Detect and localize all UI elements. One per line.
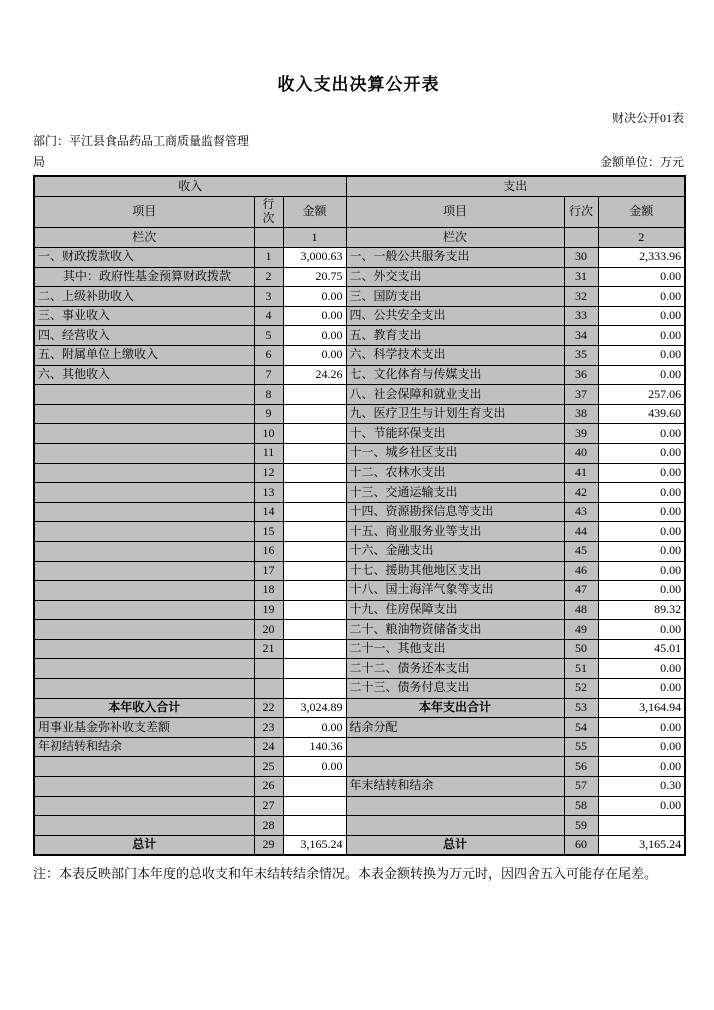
expenditure-amount-cell: 0.00	[598, 463, 685, 483]
income-item-cell	[34, 522, 254, 542]
income-item-cell	[34, 561, 254, 581]
income-amount-header: 金额	[283, 197, 346, 228]
income-amount-cell: 0.00	[283, 287, 346, 307]
income-rowno-cell: 27	[254, 796, 283, 816]
expenditure-rowno-cell: 38	[564, 404, 598, 424]
income-amount-cell	[283, 561, 346, 581]
income-item-cell	[34, 502, 254, 522]
income-rowno-cell: 24	[254, 737, 283, 757]
expenditure-amount-cell: 0.00	[598, 737, 685, 757]
table-row	[34, 620, 685, 640]
expenditure-rowno-cell: 34	[564, 326, 598, 346]
expenditure-amount-cell: 0.00	[598, 796, 685, 816]
expenditure-amount-cell: 439.60	[598, 404, 685, 424]
expenditure-rowno-header: 行次	[564, 197, 598, 228]
section-header-row	[34, 176, 685, 197]
income-rowno-cell	[254, 659, 283, 679]
expenditure-colindex-number: 2	[598, 228, 685, 248]
income-item-cell	[34, 385, 254, 405]
expenditure-amount-cell: 89.32	[598, 600, 685, 620]
table-row	[34, 561, 685, 581]
income-rowno-cell: 26	[254, 777, 283, 797]
income-amount-cell	[283, 639, 346, 659]
income-rowno-cell: 23	[254, 718, 283, 738]
income-rowno-cell: 21	[254, 639, 283, 659]
income-rowno-header: 行次	[254, 197, 283, 228]
income-amount-cell: 3,000.63	[283, 248, 346, 268]
income-item-cell: 用事业基金弥补收支差额	[34, 718, 254, 738]
expenditure-item-cell: 四、公共安全支出	[346, 306, 564, 326]
expenditure-rowno-cell: 48	[564, 600, 598, 620]
income-amount-cell	[283, 424, 346, 444]
income-rowno-cell: 20	[254, 620, 283, 640]
income-item-cell: 五、附属单位上缴收入	[34, 345, 254, 365]
income-rowno-cell: 8	[254, 385, 283, 405]
income-rowno-cell: 11	[254, 443, 283, 463]
expenditure-item-cell	[346, 796, 564, 816]
expenditure-amount-cell: 0.00	[598, 326, 685, 346]
expenditure-rowno-cell: 32	[564, 287, 598, 307]
expenditure-amount-cell: 0.00	[598, 541, 685, 561]
unit-label: 金额单位：万元	[599, 155, 684, 169]
expenditure-amount-cell: 0.00	[598, 679, 685, 699]
income-rowno-cell	[254, 679, 283, 699]
expenditure-colindex-blank	[564, 228, 598, 248]
expenditure-rowno-cell: 44	[564, 522, 598, 542]
table-row	[34, 483, 685, 503]
expenditure-rowno-cell: 36	[564, 365, 598, 385]
expenditure-rowno-cell: 56	[564, 757, 598, 777]
expenditure-item-cell: 一、一般公共服务支出	[346, 248, 564, 268]
expenditure-rowno-cell: 58	[564, 796, 598, 816]
income-item-cell	[34, 757, 254, 777]
expenditure-rowno-cell: 55	[564, 737, 598, 757]
income-amount-cell	[283, 659, 346, 679]
expenditure-item-cell: 六、科学技术支出	[346, 345, 564, 365]
income-amount-cell	[283, 443, 346, 463]
income-amount-cell: 3,165.24	[283, 835, 346, 855]
expenditure-item-cell: 本年支出合计	[346, 698, 564, 718]
expenditure-rowno-cell: 51	[564, 659, 598, 679]
table-row	[34, 796, 685, 816]
expenditure-rowno-cell: 31	[564, 267, 598, 287]
income-rowno-cell: 2	[254, 267, 283, 287]
table-row	[34, 600, 685, 620]
income-item-cell	[34, 796, 254, 816]
income-rowno-cell: 12	[254, 463, 283, 483]
expenditure-rowno-cell: 57	[564, 777, 598, 797]
income-amount-cell	[283, 620, 346, 640]
income-rowno-cell: 9	[254, 404, 283, 424]
expenditure-amount-cell: 3,164.94	[598, 698, 685, 718]
income-item-cell	[34, 620, 254, 640]
income-item-cell	[34, 541, 254, 561]
income-amount-cell: 0.00	[283, 345, 346, 365]
table-row	[34, 404, 685, 424]
income-rowno-cell: 10	[254, 424, 283, 444]
income-item-cell: 其中：政府性基金预算财政拨款	[34, 267, 254, 287]
income-item-cell: 二、上级补助收入	[34, 287, 254, 307]
expenditure-amount-cell: 0.00	[598, 561, 685, 581]
expenditure-amount-cell: 0.00	[598, 306, 685, 326]
income-amount-cell	[283, 679, 346, 699]
table-row	[34, 718, 685, 738]
expenditure-rowno-cell: 46	[564, 561, 598, 581]
table-row	[34, 835, 685, 855]
income-item-cell	[34, 659, 254, 679]
expenditure-rowno-cell: 54	[564, 718, 598, 738]
expenditure-item-cell	[346, 816, 564, 836]
table-row	[34, 522, 685, 542]
income-colindex-label: 栏次	[34, 228, 254, 248]
income-rowno-cell: 29	[254, 835, 283, 855]
expenditure-amount-cell: 0.00	[598, 757, 685, 777]
income-amount-cell	[283, 581, 346, 601]
expenditure-amount-cell: 0.00	[598, 267, 685, 287]
expenditure-item-cell: 结余分配	[346, 718, 564, 738]
income-amount-cell: 140.36	[283, 737, 346, 757]
expenditure-amount-cell: 0.00	[598, 718, 685, 738]
expenditure-amount-cell: 0.00	[598, 443, 685, 463]
income-colindex-number: 1	[283, 228, 346, 248]
income-amount-cell	[283, 463, 346, 483]
income-amount-cell: 3,024.89	[283, 698, 346, 718]
table-row	[34, 737, 685, 757]
income-item-cell: 一、财政拨款收入	[34, 248, 254, 268]
table-row	[34, 287, 685, 307]
expenditure-item-cell: 总计	[346, 835, 564, 855]
income-item-cell	[34, 639, 254, 659]
income-rowno-cell: 13	[254, 483, 283, 503]
expenditure-amount-cell: 45.01	[598, 639, 685, 659]
income-item-cell: 三、事业收入	[34, 306, 254, 326]
income-amount-cell: 0.00	[283, 757, 346, 777]
account-table	[33, 175, 686, 856]
expenditure-amount-cell: 3,165.24	[598, 835, 685, 855]
table-row	[34, 659, 685, 679]
expenditure-amount-cell: 0.00	[598, 483, 685, 503]
income-amount-cell	[283, 777, 346, 797]
expenditure-rowno-cell: 35	[564, 345, 598, 365]
expenditure-section-header: 支出	[346, 176, 685, 197]
expenditure-amount-cell: 0.00	[598, 659, 685, 679]
income-rowno-cell: 19	[254, 600, 283, 620]
table-row	[34, 757, 685, 777]
income-section-header: 收入	[34, 176, 346, 197]
income-amount-cell	[283, 796, 346, 816]
table-row	[34, 541, 685, 561]
expenditure-item-cell: 十八、国土海洋气象等支出	[346, 581, 564, 601]
expenditure-colindex-label: 栏次	[346, 228, 564, 248]
income-item-cell: 总计	[34, 835, 254, 855]
income-amount-cell	[283, 385, 346, 405]
expenditure-rowno-cell: 47	[564, 581, 598, 601]
expenditure-amount-cell	[598, 816, 685, 836]
income-item-cell: 四、经营收入	[34, 326, 254, 346]
table-row	[34, 248, 685, 268]
expenditure-item-cell	[346, 757, 564, 777]
table-row	[34, 581, 685, 601]
income-item-cell: 六、其他收入	[34, 365, 254, 385]
expenditure-rowno-cell: 41	[564, 463, 598, 483]
income-item-cell: 年初结转和结余	[34, 737, 254, 757]
expenditure-item-cell: 二十二、债务还本支出	[346, 659, 564, 679]
expenditure-item-cell: 十九、住房保障支出	[346, 600, 564, 620]
income-rowno-cell: 6	[254, 345, 283, 365]
expenditure-rowno-cell: 60	[564, 835, 598, 855]
income-amount-cell	[283, 600, 346, 620]
expenditure-rowno-cell: 52	[564, 679, 598, 699]
expenditure-item-cell: 十、节能环保支出	[346, 424, 564, 444]
table-row	[34, 816, 685, 836]
expenditure-amount-cell: 0.00	[598, 522, 685, 542]
income-rowno-cell: 4	[254, 306, 283, 326]
expenditure-item-cell: 二十、粮油物资储备支出	[346, 620, 564, 640]
table-code: 财决公开01表	[611, 111, 684, 125]
income-amount-cell: 0.00	[283, 718, 346, 738]
income-rowno-cell: 7	[254, 365, 283, 385]
expenditure-amount-cell: 0.00	[598, 365, 685, 385]
income-amount-cell: 0.00	[283, 306, 346, 326]
income-item-cell	[34, 777, 254, 797]
table-row	[34, 267, 685, 287]
table-row	[34, 365, 685, 385]
table-body	[34, 248, 685, 855]
expenditure-item-cell: 十三、交通运输支出	[346, 483, 564, 503]
table-row	[34, 679, 685, 699]
income-rowno-cell: 22	[254, 698, 283, 718]
income-amount-cell	[283, 816, 346, 836]
department-line1: 部门：平江县食品药品工商质量监督管理	[33, 134, 250, 148]
footnote: 注：本表反映部门本年度的总收支和年末结转结余情况。本表金额转换为万元时，因四舍五入可能存在尾差。	[33, 865, 658, 881]
expenditure-item-cell: 二十三、债务付息支出	[346, 679, 564, 699]
income-item-cell	[34, 424, 254, 444]
expenditure-item-cell: 十一、城乡社区支出	[346, 443, 564, 463]
income-item-cell	[34, 600, 254, 620]
expenditure-item-cell: 二、外交支出	[346, 267, 564, 287]
income-amount-cell	[283, 541, 346, 561]
expenditure-item-header: 项目	[346, 197, 564, 228]
income-item-cell	[34, 581, 254, 601]
expenditure-amount-cell: 0.00	[598, 581, 685, 601]
expenditure-item-cell: 十四、资源勘探信息等支出	[346, 502, 564, 522]
expenditure-item-cell: 二十一、其他支出	[346, 639, 564, 659]
income-item-header: 项目	[34, 197, 254, 228]
expenditure-rowno-cell: 43	[564, 502, 598, 522]
income-rowno-cell: 1	[254, 248, 283, 268]
expenditure-item-cell: 九、医疗卫生与计划生育支出	[346, 404, 564, 424]
income-amount-cell: 24.26	[283, 365, 346, 385]
table-row	[34, 306, 685, 326]
expenditure-item-cell: 十二、农林水支出	[346, 463, 564, 483]
expenditure-rowno-cell: 59	[564, 816, 598, 836]
expenditure-rowno-cell: 50	[564, 639, 598, 659]
expenditure-item-cell: 八、社会保障和就业支出	[346, 385, 564, 405]
expenditure-amount-cell: 0.00	[598, 424, 685, 444]
page-title: 收入支出决算公开表	[277, 75, 440, 94]
income-item-cell	[34, 483, 254, 503]
expenditure-amount-cell: 2,333.96	[598, 248, 685, 268]
income-item-cell	[34, 404, 254, 424]
income-rowno-cell: 18	[254, 581, 283, 601]
expenditure-rowno-cell: 39	[564, 424, 598, 444]
expenditure-amount-cell: 0.00	[598, 287, 685, 307]
expenditure-amount-header: 金额	[598, 197, 685, 228]
table-row	[34, 385, 685, 405]
expenditure-rowno-cell: 40	[564, 443, 598, 463]
expenditure-item-cell: 五、教育支出	[346, 326, 564, 346]
table-row	[34, 326, 685, 346]
table-row	[34, 639, 685, 659]
expenditure-amount-cell: 0.00	[598, 502, 685, 522]
table-row	[34, 698, 685, 718]
income-amount-cell	[283, 522, 346, 542]
expenditure-item-cell: 年末结转和结余	[346, 777, 564, 797]
expenditure-amount-cell: 0.30	[598, 777, 685, 797]
table-row	[34, 463, 685, 483]
department-line2: 局	[33, 155, 46, 169]
income-amount-cell: 0.00	[283, 326, 346, 346]
income-item-cell: 本年收入合计	[34, 698, 254, 718]
expenditure-rowno-cell: 42	[564, 483, 598, 503]
income-rowno-cell: 5	[254, 326, 283, 346]
expenditure-rowno-cell: 49	[564, 620, 598, 640]
column-index-row	[34, 228, 685, 248]
income-rowno-cell: 3	[254, 287, 283, 307]
income-rowno-cell: 16	[254, 541, 283, 561]
expenditure-rowno-cell: 53	[564, 698, 598, 718]
expenditure-rowno-cell: 45	[564, 541, 598, 561]
income-amount-cell	[283, 404, 346, 424]
income-amount-cell	[283, 483, 346, 503]
expenditure-rowno-cell: 33	[564, 306, 598, 326]
income-item-cell	[34, 463, 254, 483]
expenditure-amount-cell: 257.06	[598, 385, 685, 405]
income-rowno-cell: 15	[254, 522, 283, 542]
expenditure-item-cell: 十六、金融支出	[346, 541, 564, 561]
expenditure-amount-cell: 0.00	[598, 345, 685, 365]
income-rowno-cell: 25	[254, 757, 283, 777]
expenditure-item-cell: 十七、援助其他地区支出	[346, 561, 564, 581]
meta-row	[33, 153, 684, 170]
income-item-cell	[34, 679, 254, 699]
income-amount-cell: 20.75	[283, 267, 346, 287]
income-amount-cell	[283, 502, 346, 522]
document-page	[33, 0, 684, 882]
table-row	[34, 424, 685, 444]
expenditure-item-cell: 十五、商业服务业等支出	[346, 522, 564, 542]
table-row	[34, 502, 685, 522]
expenditure-rowno-cell: 30	[564, 248, 598, 268]
table-row	[34, 777, 685, 797]
income-item-cell	[34, 443, 254, 463]
expenditure-item-cell	[346, 737, 564, 757]
expenditure-item-cell: 三、国防支出	[346, 287, 564, 307]
income-colindex-blank	[254, 228, 283, 248]
expenditure-rowno-cell: 37	[564, 385, 598, 405]
income-rowno-cell: 17	[254, 561, 283, 581]
table-row	[34, 443, 685, 463]
income-rowno-cell: 28	[254, 816, 283, 836]
expenditure-amount-cell: 0.00	[598, 620, 685, 640]
table-row	[34, 345, 685, 365]
income-item-cell	[34, 816, 254, 836]
income-rowno-cell: 14	[254, 502, 283, 522]
expenditure-item-cell: 七、文化体育与传媒支出	[346, 365, 564, 385]
column-header-row	[34, 197, 685, 228]
